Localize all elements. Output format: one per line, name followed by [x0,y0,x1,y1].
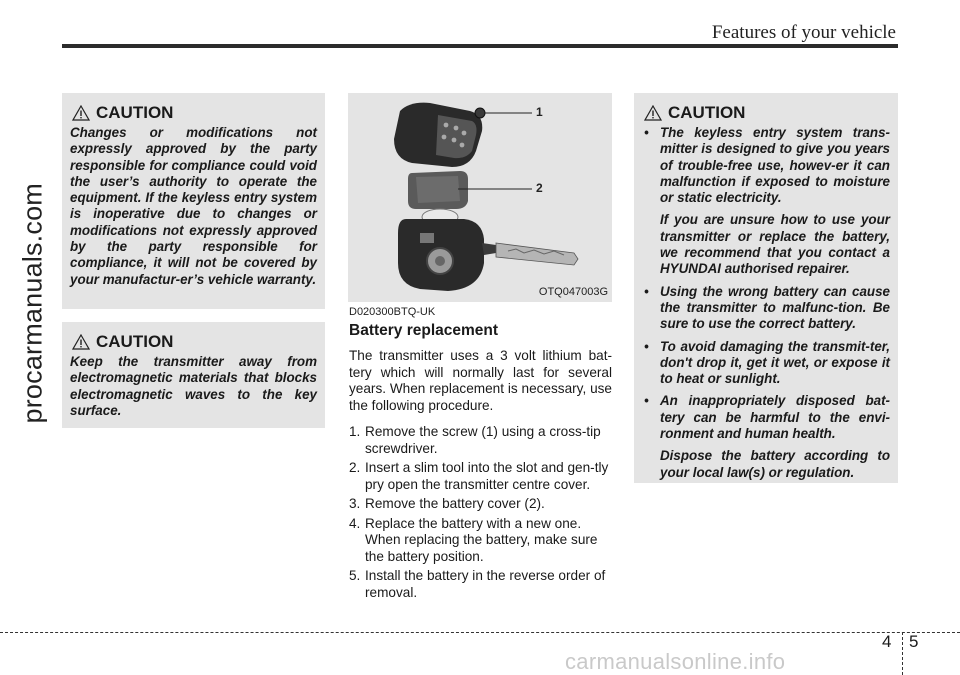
callout-screw: 1 [536,105,543,119]
page-number-separator [902,632,903,675]
caution-header [70,103,317,123]
side-watermark: procarmanuals.com [17,183,48,424]
caution-body: Keep the transmitter away from electromagnetic materials that blocks electromagnetic waves to the key surface. [70,354,317,418]
caution-title: CAUTION [96,103,174,122]
warning-triangle-icon [72,105,90,121]
footer-watermark: carmanualsonline.info [565,649,786,674]
caution-body: Changes or modifications not expressly approved by the party responsible for compliance could void the user’s authority to operate the equipment. If the keyless entry system is inoperative due to changes or modifications not expressly approved by the party responsible for compliance, it will not be covered by your manufactur-er’s vehicle warranty. [70,125,317,287]
caution-box-transmitter [634,93,898,483]
caution-header [70,332,317,352]
caution-bullet-list [642,125,890,481]
section-ref-code: D020300BTQ-UK [349,306,436,318]
caution-box-electromagnetic [62,322,325,428]
caution-bullet: • Using the wrong battery can cause the transmitter to malfunc-tion. Be sure to use the correct battery. [644,283,890,332]
key-fob-illustration [348,93,612,302]
footer-rule [0,632,960,633]
caution-box-modifications [62,93,325,309]
caution-bullet: • The keyless entry system trans-mitter is designed to give you years of trouble-free use, howev-er it can malfunction if exposed to moisture or static electricity. If you are unsure how to use your transmitter or replace the battery, we recommend that you contact a HYUNDAI authorised repairer. [644,125,890,277]
warning-triangle-icon [72,334,90,350]
procedure-step: 5. Install the battery in the reverse order of removal. [349,568,606,600]
procedure-step: 4. Replace the battery with a new one. When replacing the battery, make sure the battery position. [349,515,598,564]
caution-bullet: • To avoid damaging the transmit-ter, don't drop it, get it wet, or expose it to heat or sunlight. [644,338,890,387]
procedure-step: 1. Remove the screw (1) using a cross-tip screwdriver. [349,424,601,456]
page-number: 5 [909,632,919,651]
header-rule [62,44,898,48]
header-title: Features of your vehicle [711,22,896,43]
figure-code: OTQ047003G [538,286,608,298]
warning-triangle-icon [644,105,662,121]
section-heading: Battery replacement [349,322,499,339]
chapter-number: 4 [882,632,892,651]
key-fob-figure [348,93,612,302]
callout-battery-cover: 2 [536,181,543,195]
procedure-step: 3. Remove the battery cover (2). [349,496,545,511]
section-intro: The transmitter uses a 3 volt lithium bat-tery which will normally last for several years. When replacement is necessary, use the following procedure. [349,348,612,413]
caution-title: CAUTION [96,332,174,351]
procedure-steps [349,424,612,604]
caution-bullet: • An inappropriately disposed bat-tery can be harmful to the envi-ronment and human health. Dispose the battery according to your local law(s) or regulation. [644,393,890,480]
procedure-step: 2. Insert a slim tool into the slot and gen-tly pry open the transmitter centre cover. [349,460,609,492]
caution-header [642,103,890,123]
caution-title: CAUTION [668,103,746,122]
